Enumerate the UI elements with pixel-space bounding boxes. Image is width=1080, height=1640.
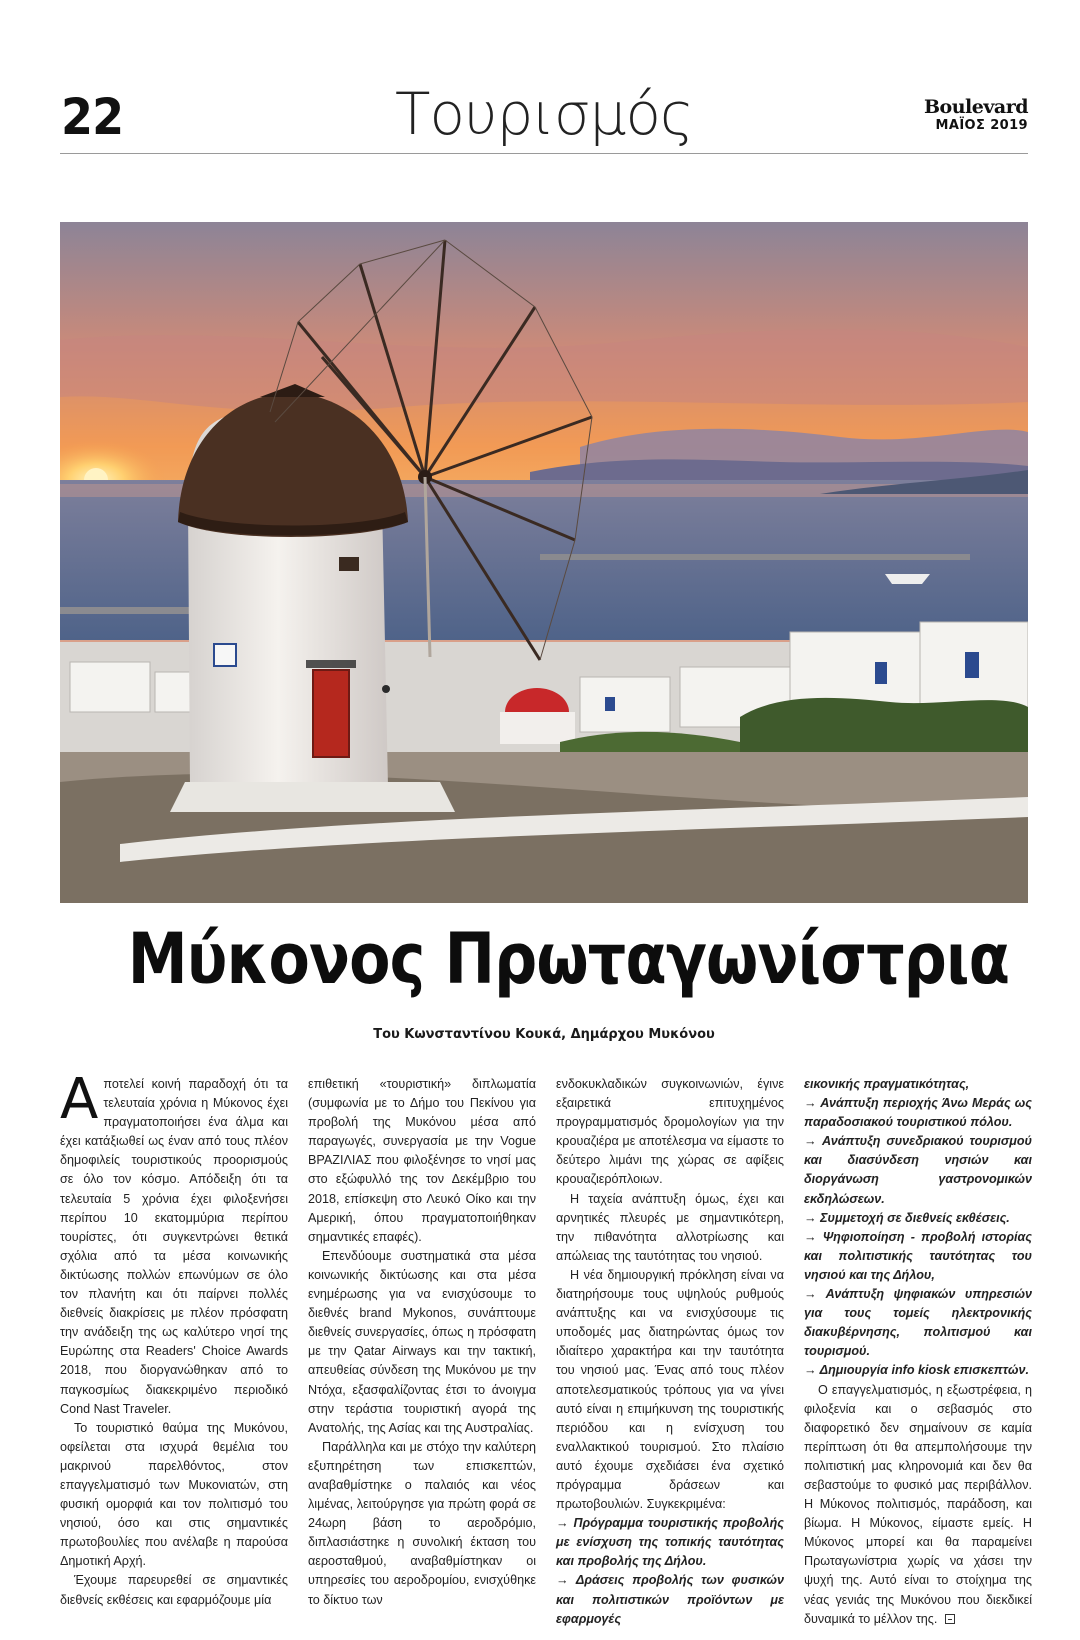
- page-number: 22: [61, 88, 124, 146]
- bullet-point: → Ψηφιοποίηση - προβολή ιστορίας και πολιτιστικής ταυτότητας του νησιού και της Δήλου,: [804, 1229, 1032, 1282]
- paragraph: Η νέα δημιουργική πρόκληση είναι να διατηρήσουμε τους υψηλούς ρυθμούς ανάπτυξης και να ενισχύσουμε τις υποδομές μας διατηρώντας όμως τον ιδιαίτερο χαρακτήρα και την ταυτότητα του νησιού μας. Ένας από τους πλέον αποτελεσματικούς τρόπους για να γίνει αυτό είναι η επιμήκυνση της τουριστικής περιόδου και η ενίσχυση του εναλλακτικού τουρισμού. Στο πλαίσιο αυτό έχουμε σχεδιάσει ένα σχετικό πρόγραμμα δράσεων και πρωτοβουλιών. Συγκεκριμένα:: [556, 1267, 784, 1512]
- article-column-4: [804, 1075, 1032, 1629]
- bullet-point: → Δημιουργία info kiosk επισκεπτών.: [804, 1363, 1030, 1378]
- paragraph: [804, 1381, 1032, 1629]
- paragraph: Η ταχεία ανάπτυξη όμως, έχει και αρνητικές πλευρές με σημαντικότερη, την πιθανότητα αλλοτρίωσης και απώλειας της ταυτότητας του νησιού.: [556, 1191, 784, 1263]
- paragraph-text: Ο επαγγελματισμός, η εξωστρέφεια, η φιλοξενία και ο σεβασμός στο διαφορετικό δεν σημαίνουν σε καμία περίπτωση ότι θα απεμπολήσουμε την πολιτιστική μας κληρονομιά και δεν θα σεβαστούμε το φυσικό μας περιβάλλον. Η Μύκονος πολιτισμός, παράδοση, και βίωμα. Η Μύκονος, είμαστε εμείς. Η Μύκονος μπορεί και θα παραμείνει Πρωταγωνίστρια χωρίς να χάσει την ψυχή της. Αυτό είναι το στοίχημα της νέας γενιάς της Μυκόνου που διεκδικεί δυναμικά το μέλλον της.: [804, 1382, 1032, 1626]
- article-column-1: [60, 1067, 288, 1610]
- paragraph: Παράλληλα και με στόχο την καλύτερη εξυπηρέτηση των επισκεπτών, αναβαθμίστηκε ο παλαιός και νέος λιμένας, λειτούργησε για πρώτη φορά σε 24ωρη βάση το αεροδρόμιο, διπλασιάστηκε η συνολική έκταση του αεροσταθμού, αναβαθμίστηκαν οι υπηρεσίες του αεροδρομίου, ενισχύθηκε το δίκτυο των: [308, 1439, 536, 1607]
- paragraph: [60, 1067, 288, 1419]
- end-of-article-icon: [945, 1614, 955, 1624]
- bullet-point: → Συμμετοχή σε διεθνείς εκθέσεις.: [804, 1210, 1010, 1225]
- bullet-point: → Ανάπτυξη συνεδριακού τουρισμού και διασύνδεση νησιών και διοργάνωση γαστρονομικών εκδηλώσεων.: [804, 1134, 1032, 1206]
- paragraph: Έχουμε παρευρεθεί σε σημαντικές διεθνείς εκθέσεις και εφαρμόζουμε μία: [60, 1573, 288, 1607]
- brand-name: Boulevard: [924, 96, 1028, 118]
- bullet-point: → Ανάπτυξη περιοχής Άνω Μεράς ως παραδοσιακού τουριστικού πόλου.: [804, 1096, 1032, 1130]
- article-title: Μύκονος Πρωταγωνίστρια: [127, 918, 1010, 1000]
- section-title: Τουρισμός: [395, 80, 693, 148]
- page-header: [60, 78, 1028, 154]
- paragraph: Το τουριστικό θαύμα της Μυκόνου, οφείλεται στα ισχυρά θεμέλια του μακρινού παρελθόντος, στον επαγγελματισμό των Μυκονιατών, στη φυσική ομορφιά και τον πολιτισμό του νησιού, όσο και στις σημαντικές πρωτοβουλίες που ανέλαβε η παρούσα Δημοτική Αρχή.: [60, 1420, 288, 1569]
- bullet-point: → Ανάπτυξη ψηφιακών υπηρεσιών για τους τομείς ηλεκτρονικής διακυβέρνησης, πολιτισμού και τουρισμού.: [804, 1287, 1032, 1359]
- article-byline: Του Κωνσταντίνου Κουκά, Δημάρχου Μυκόνου: [373, 1027, 715, 1042]
- article-column-3: [556, 1075, 784, 1629]
- paragraph-text: ποτελεί κοινή παραδοχή ότι τα τελευταία χρόνια η Μύκονος έχει πραγματοποιήσει ένα άλμα και έχει κατάξιωθεί ως έναν από τους πλέον δημοφιλείς τουριστικούς προορισμούς σε όλο τον κόσμο. Απόδειξη ότι τα τελευταία 5 χρόνια έχει φιλοξενήσει περίπου 10 εκατομμύρια περίπου τουρίστες, ότι συγκεντρώνει θετικά σχόλια από τα μέσα κοινωνικής δικτύωσης πολλών επωνύμων σε όλο τον πλανήτη και ότι παίρνει πολλές διεθνείς διακρίσεις με πλέον πρόσφατη την ανάδειξη της ως καλύτερο νησί της Ευρώπης στα Readers' Choice Awards 2018, που διοργανώθηκαν από το παγκοσμίως διακεκριμένο περιοδικό Cond Nast Traveler.: [60, 1077, 288, 1416]
- windmill-photo: [60, 222, 1028, 903]
- bullet-point: → Πρόγραμμα τουριστικής προβολής με ενίσχυση της τοπικής ταυτότητας και προβολής της Δήλου.: [556, 1516, 784, 1569]
- publication-masthead: [924, 98, 1028, 132]
- article-column-2: [308, 1075, 536, 1610]
- paragraph: επιθετική «τουριστική» διπλωματία (συμφωνία με το Δήμο του Πεκίνου για προβολή της Μυκόνου μέσα από παραγωγές, συνεργασία με την Vogue ΒΡΑΖΙΛΙΑΣ που φιλοξένησε το νησί μας στο εξώφυλλό της τον Δεκέμβριο του 2018, επίσκεψη στο Λευκό Οίκο και την Αμερική, όπου πραγματοποιήθηκαν σημαντικές επαφές).: [308, 1077, 536, 1244]
- drop-cap: Α: [60, 1067, 99, 1132]
- issue-date: ΜΑΪΟΣ 2019: [935, 118, 1028, 133]
- paragraph: ενδοκυκλαδικών συγκοινωνιών, έγινε εξαιρετικά επιτυχημένος προγραμματισμός δρομολογίων για την κρουαζιέρα με αποτέλεσμα να είμαστε το δεύτερο λιμάνι της χώρας σε αφίξεις κρουαζιερόπλοιων.: [556, 1077, 784, 1187]
- bullet-point: → Δράσεις προβολής των φυσικών και πολιτιστικών προϊόντων με εφαρμογές: [556, 1573, 784, 1626]
- bullet-point-continued: εικονικής πραγματικότητας,: [804, 1077, 970, 1091]
- paragraph: Επενδύουμε συστηματικά στα μέσα κοινωνικής δικτύωσης και στα μέσα ενημέρωσης για να ενισχύσουμε το διεθνές brand Mykonos, συνάπτουμε διεθνείς συνεργασίες, όπως η πρόσφατη με την Qatar Airways και την τακτική, απευθείας σύνδεση της Μυκόνου με την Ντόχα, εξασφαλίζοντας έτσι το άνοιγμα στην τεράστια τουριστική αγορά της Ανατολής, της Ασίας και της Αυστραλίας.: [308, 1248, 536, 1435]
